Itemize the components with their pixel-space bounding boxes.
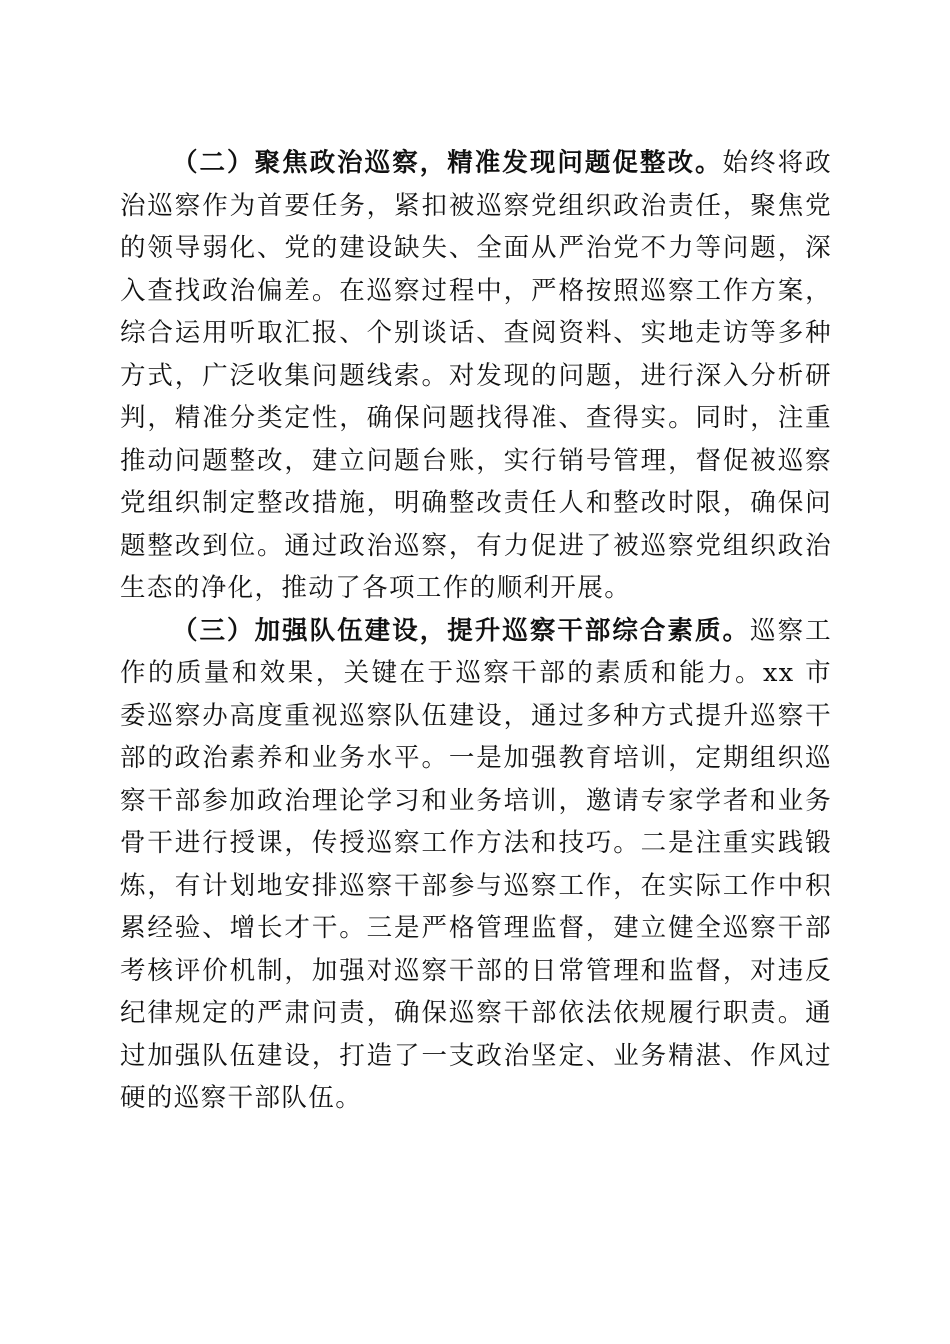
document-body <box>120 142 832 1120</box>
paragraph-heading: （二）聚焦政治巡察，精准发现问题促整改。 <box>172 148 723 178</box>
paragraph-body: 始终将政治巡察作为首要任务，紧扣被巡察党组织政治责任，聚焦党的领导弱化、党的建设缺失、全面从严治党不力等问题，深入查找政治偏差。在巡察过程中，严格按照巡察工作方案，综合运用听取汇报、个别谈话、查阅资料、实地走访等多种方式，广泛收集问题线索。对发现的问题，进行深入分析研判，精准分类定性，确保问题找得准、查得实。同时，注重推动问题整改，建立问题台账，实行销号管理，督促被巡察党组织制定整改措施，明确整改责任人和整改时限，确保问题整改到位。通过政治巡察，有力促进了被巡察党组织政治生态的净化，推动了各项工作的顺利开展。 <box>120 148 832 603</box>
paragraph-heading: （三）加强队伍建设，提升巡察干部综合素质。 <box>172 615 751 646</box>
paragraph-team-building <box>120 610 832 1120</box>
paragraph-political-inspection <box>120 142 832 610</box>
paragraph-body: 巡察工作的质量和效果，关键在于巡察干部的素质和能力。xx 市委巡察办高度重视巡察队伍建设，通过多种方式提升巡察干部的政治素养和业务水平。一是加强教育培训，定期组织巡察干部参加政治理论学习和业务培训，邀请专家学者和业务骨干进行授课，传授巡察工作方法和技巧。二是注重实践锻炼，有计划地安排巡察干部参与巡察工作，在实际工作中积累经验、增长才干。三是严格管理监督，建立健全巡察干部考核评价机制，加强对巡察干部的日常管理和监督，对违反纪律规定的严肃问责，确保巡察干部依法依规履行职责。通过加强队伍建设，打造了一支政治坚定、业务精湛、作风过硬的巡察干部队伍。 <box>120 615 832 1113</box>
